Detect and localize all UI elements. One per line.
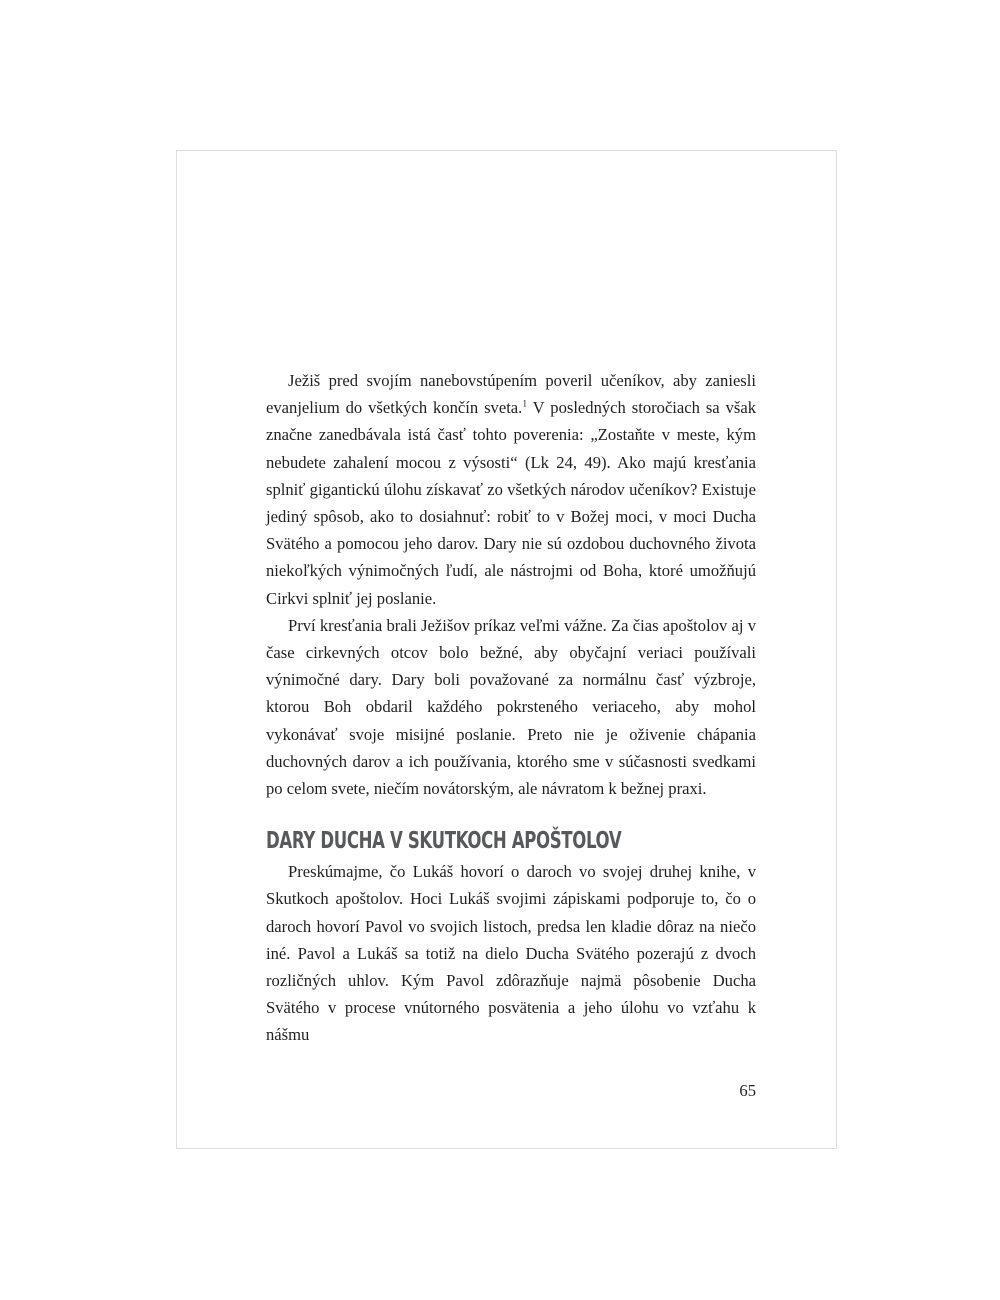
- body-text: [266, 367, 756, 1049]
- section-paragraph: Preskúmajme, čo Lukáš hovorí o daroch vo svojej druhej knihe, v Skutkoch apoštolov. Hoci Lukáš svojimi zápiskami podporuje to, čo o daroch hovorí Pavol vo svojich listoch, predsa len kladie dôraz na niečo iné. Pavol a Lukáš sa totiž na dielo Ducha Svätého pozerajú z dvoch rozličných uhlov. Kým Pavol zdôrazňuje najmä pôsobenie Ducha Svätého v procese vnútorného posvätenia a jeho úlohu vo vzťahu k nášmu: [266, 862, 756, 1045]
- paragraph-2: Prví kresťania brali Ježišov príkaz veľmi vážne. Za čias apoštolov aj v čase cirkevných otcov bolo bežné, aby obyčajní veriaci používali výnimočné dary. Dary boli považované za normálnu časť výzbroje, ktorou Boh obdaril každého pokrsteného veriaceho, aby mohol vykonávať svoje misijné poslanie. Preto nie je oživenie chápania duchovných darov a ich používania, ktorého sme v súčasnosti svedkami po celom svete, niečím novátorským, ale návratom k bežnej praxi.: [266, 615, 756, 799]
- paragraph-1-text-after: V posledných storočiach sa však značne zanedbávala istá časť tohto poverenia: „Zostaňte v meste, kým nebudete zahalení mocou z výsosti“ (Lk 24, 49). Ako majú kresťania splniť gigantickú úlohu získavať zo všetkých národov učeníkov? Existuje jediný spôsob, ako to dosiahnuť: robiť to v Božej moci, v moci Ducha Svätého a pomocou jeho darov. Dary nie sú ozdobou duchovného života niekoľkých výnimočných ľudí, ale nástrojmi od Boha, ktoré umožňujú Cirkvi splniť jej poslanie.: [266, 398, 756, 608]
- footnote-reference: 1: [522, 399, 528, 410]
- paragraph-1: [266, 367, 756, 612]
- page-number: 65: [739, 1081, 756, 1100]
- paragraph-1-text-before: Ježiš pred svojím nanebovstúpením poveril učeníkov, aby zaniesli evanjelium do všetkých končín sveta.: [266, 371, 756, 418]
- section-heading: DARY DUCHA V SKUTKOCH APOŠTOLOV: [266, 828, 622, 855]
